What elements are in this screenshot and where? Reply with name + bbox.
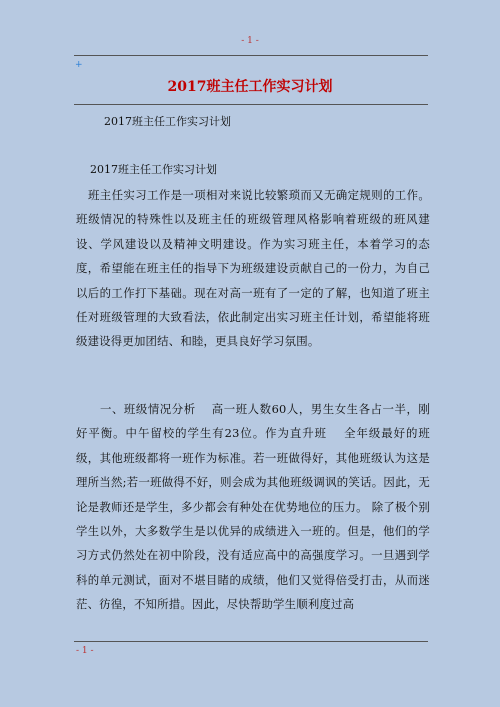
body-paragraph-1: 班主任实习工作是一项相对来说比较繁琐而又无确定规则的工作。班级情况的特殊性以及班主任的班级管理风格影响着班级的班风建设、学风建设以及精神文明建设。作为实习班主任，本着学习的态度，希望能在班主任的指导下为班级建设贡献自己的一份力，为自己以后的工作打下基础。现在对高一班有了一定的了解，也知道了班主任对班级管理的大致看法，依此制定出实习班主任计划，希望能将班级建设得更加团结、和睦，更具良好学习氛围。 [76,188,430,349]
body-paragraph-2: 一、班级情况分析 高一班人数60人，男生女生各占一半，刚好平衡。中午留校的学生有23位。作为直升班 全年级最好的班级，其他班级都将一班作为标准。若一班做得好，其他班级认为这是理所当然;若一班做得不好，则会成为其他班级调讽的笑话。因此，无论是教师还是学生，多少都会有种处在优势地位的压力。 除了极个别学生以外，大多数学生是以优异的成绩进入一班的。但是，他们的学习方式仍然处在初中阶段，没有适应高中的高强度学习。一旦遇到学科的单元测试，面对不堪目睹的成绩，他们又觉得倍受打击，从而迷茫、彷徨，不知所措。因此，尽快帮助学生顺利度过高 [76,402,430,612]
header-page-number: - 1 - [241,36,259,46]
document-title: 2017班主任工作实习计划 [167,79,333,95]
header-divider [74,55,428,56]
footer-page-number: - 1 - [76,646,94,656]
document-subtitle: 2017班主任工作实习计划 [104,115,231,128]
text-cursor-icon: + [75,60,83,70]
footer-divider [74,641,428,642]
title-divider [74,104,428,105]
section-title: 2017班主任工作实习计划 [90,163,217,176]
